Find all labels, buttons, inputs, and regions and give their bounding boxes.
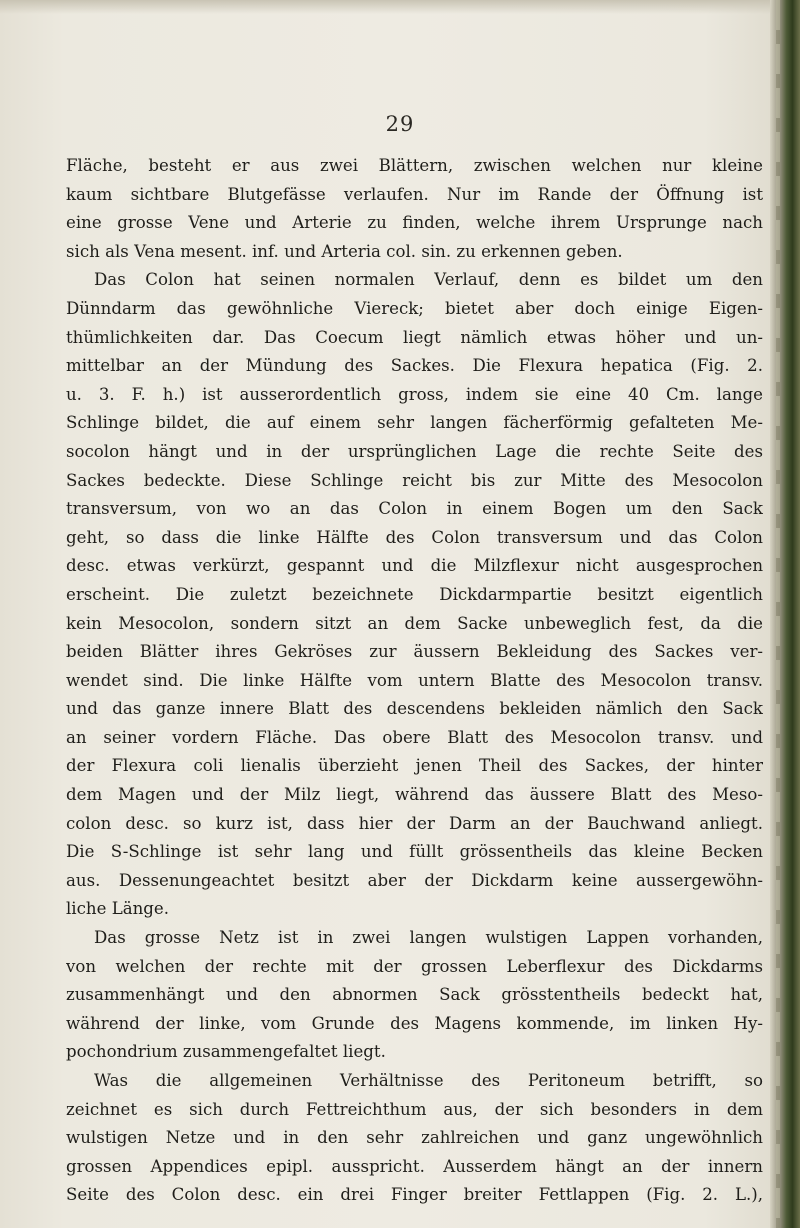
text-line: Seite des Colon desc. ein drei Finger breiter Fettlappen (Fig. 2. L.), — [66, 1185, 763, 1205]
text-line: grossen Appendices epipl. ausspricht. Ausserdem hängt an der innern — [66, 1156, 763, 1176]
text-line: dem Magen und der Milz liegt, während das äussere Blatt des Meso- — [66, 785, 763, 805]
text-line: socolon hängt und in der ursprünglichen Lage die rechte Seite des — [66, 441, 763, 461]
text-line: erscheint. Die zuletzt bezeichnete Dickdarmpartie besitzt eigentlich — [66, 584, 763, 604]
page-number: 29 — [385, 112, 415, 136]
text-line: Das grosse Netz ist in zwei langen wulstigen Lappen vorhanden, — [94, 928, 763, 948]
text-line: liche Länge. — [66, 899, 170, 919]
text-line: colon desc. so kurz ist, dass hier der Darm an der Bauchwand anliegt. — [66, 813, 763, 833]
text-line: thümlichkeiten dar. Das Coecum liegt nämlich etwas höher und un- — [66, 327, 763, 347]
text-line: Fläche, besteht er aus zwei Blättern, zwischen welchen nur kleine — [66, 156, 763, 175]
page-top-shadow — [0, 0, 800, 14]
book-binding-edge — [770, 0, 800, 1228]
text-line: kein Mesocolon, sondern sitzt an dem Sacke unbeweglich fest, da die — [66, 613, 763, 633]
text-line: Schlinge bildet, die auf einem sehr langen fächerförmig gefalteten Me- — [66, 413, 763, 433]
text-line: der Flexura coli lienalis überzieht jenen Theil des Sackes, der hinter — [66, 756, 763, 776]
text-line: während der linke, vom Grunde des Magens kommende, im linken Hy- — [66, 1013, 763, 1033]
text-line: pochondrium zusammengefaltet liegt. — [66, 1042, 386, 1062]
text-line: sich als Vena mesent. inf. und Arteria col. sin. zu erkennen geben. — [66, 241, 623, 261]
text-line: Das Colon hat seinen normalen Verlauf, denn es bildet um den — [94, 270, 763, 290]
text-line: zusammenhängt und den abnormen Sack grösstentheils bedeckt hat, — [66, 985, 763, 1005]
text-line: u. 3. F. h.) ist ausserordentlich gross, indem sie eine 40 Cm. lange — [66, 384, 763, 404]
text-line: desc. etwas verkürzt, gespannt und die Milzflexur nicht ausgesprochen — [66, 556, 763, 576]
text-line: Dünndarm das gewöhnliche Viereck; bietet aber doch einige Eigen- — [66, 298, 763, 318]
text-line: Die S-Schlinge ist sehr lang und füllt grössentheils das kleine Becken — [66, 842, 763, 862]
text-line: Sackes bedeckte. Diese Schlinge reicht bis zur Mitte des Mesocolon — [66, 470, 763, 490]
text-line: transversum, von wo an das Colon in einem Bogen um den Sack — [66, 499, 763, 519]
text-line: wulstigen Netze und in den sehr zahlreichen und ganz ungewöhnlich — [66, 1128, 763, 1148]
body-text — [66, 152, 763, 1210]
text-line: aus. Dessenungeachtet besitzt aber der Dickdarm keine aussergewöhn- — [66, 870, 763, 890]
text-line: geht, so dass die linke Hälfte des Colon transversum und das Colon — [66, 527, 763, 547]
text-line: von welchen der rechte mit der grossen Leberflexur des Dickdarms — [66, 956, 763, 976]
text-line: an seiner vordern Fläche. Das obere Blatt des Mesocolon transv. und — [66, 727, 763, 747]
text-line: mittelbar an der Mündung des Sackes. Die Flexura hepatica (Fig. 2. — [66, 356, 763, 376]
text-line: beiden Blätter ihres Gekröses zur äussern Bekleidung des Sackes ver- — [66, 642, 763, 662]
text-line: und das ganze innere Blatt des descendens bekleiden nämlich den Sack — [66, 699, 763, 719]
text-line: zeichnet es sich durch Fettreichthum aus, der sich besonders in dem — [66, 1099, 763, 1119]
text-line: eine grosse Vene und Arterie zu finden, welche ihrem Ursprunge nach — [66, 213, 763, 233]
text-line: wendet sind. Die linke Hälfte vom untern Blatte des Mesocolon transv. — [66, 670, 763, 690]
text-line: kaum sichtbare Blutgefässe verlaufen. Nur im Rande der Öffnung ist — [66, 184, 763, 204]
text-line: Was die allgemeinen Verhältnisse des Peritoneum betrifft, so — [94, 1071, 763, 1090]
